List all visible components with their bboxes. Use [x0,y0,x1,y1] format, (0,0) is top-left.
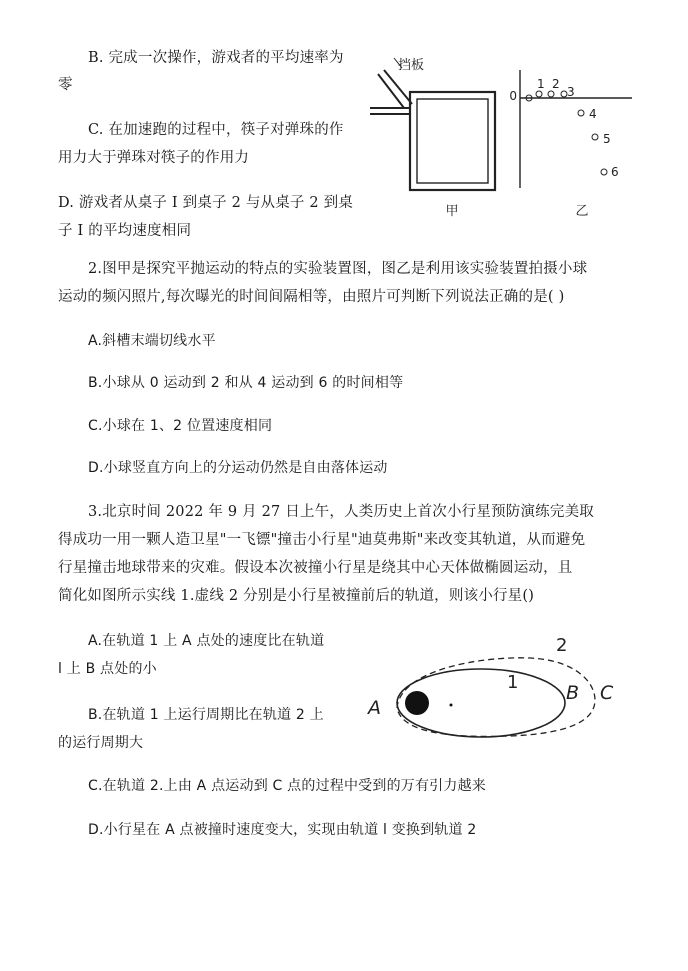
orbit-figure [360,630,650,760]
q2-option-a: A.斜槽末端切线水平 [88,333,216,349]
point-label-4: 4 [589,107,597,121]
q1-option-d-line1: D. 游戏者从桌子 I 到桌子 2 与从桌子 2 到桌 [58,195,354,211]
q2-stem-line2: 运动的频闪照片,每次曝光的时间间隔相等，由照片可判断下列说法正确的是( ) [58,289,565,305]
figure-caption-jia: 甲 [445,204,459,219]
orbit-label-c: C [600,682,614,704]
q2-option-d: D.小球竖直方向上的分运动仍然是自由落体运动 [88,460,388,476]
baffle-label: 挡板 [398,58,425,73]
ball-point-4 [578,110,584,116]
q1-option-b-line2: 零 [58,77,73,93]
q3-option-a-line2: l 上 B 点处的小 [58,661,157,677]
point-label-5: 5 [603,132,611,146]
q3-option-b-line2: 的运行周期大 [58,735,144,751]
orbit-label-2: 2 [556,635,568,656]
projectile-apparatus-figure [370,50,660,220]
q3-stem-line3: 行星撞击地球带来的灾难。假设本次被撞小行星是绕其中心天体做椭圆运动，且 [58,560,573,576]
apparatus-board [410,92,495,190]
point-label-3: 3 [567,85,575,99]
strobe-points [526,91,607,175]
figure-caption-yi: 乙 [575,204,589,219]
q3-stem-line1: 3.北京时间 2022 年 9 月 27 日上午，人类历史上首次小行星预防演练完美取 [88,504,594,520]
focus-point [450,704,453,707]
q2-stem-line1: 2.图甲是探究平抛运动的特点的实验装置图，图乙是利用该实验装置拍摄小球 [88,261,588,277]
ball-point-5 [592,134,598,140]
q1-option-d-line2: 子 I 的平均速度相同 [58,223,192,239]
point-label-6: 6 [611,165,619,179]
point-label-2: 2 [552,77,560,91]
q2-option-b: B.小球从 0 运动到 2 和从 4 运动到 6 的时间相等 [88,375,404,391]
q3-option-d: D.小行星在 A 点被撞时速度变大，实现由轨道 l 变换到轨道 2 [88,822,477,838]
orbit-label-1: 1 [507,672,519,693]
q1-option-c-line2: 用力大于弹珠对筷子的作用力 [58,150,250,166]
orbit-label-a: A [368,697,381,719]
orbit-label-b: B [566,682,580,704]
q1-option-c-line1: C. 在加速跑的过程中，筷子对弹珠的作 [88,122,344,138]
ball-point-6 [601,169,607,175]
q3-stem-line4: 简化如图所示实线 1.虚线 2 分别是小行星被撞前后的轨道，则该小行星() [58,588,535,604]
q3-stem-line2: 得成功一用一颗人造卫星"一飞镖"撞击小行星"迪莫弗斯"来改变其轨道，从而避免 [58,532,586,548]
strobe-point-labels [509,77,618,179]
ball-point-1 [536,91,542,97]
ball-point-2 [548,91,554,97]
q3-option-a-line1: A.在轨道 1 上 A 点处的速度比在轨道 [88,633,325,649]
q2-option-c: C.小球在 1、2 位置速度相同 [88,418,273,434]
point-label-1: 1 [537,77,545,91]
point-label-0: 0 [509,89,517,103]
central-body [405,691,429,715]
q3-option-b-line1: B.在轨道 1 上运行周期比在轨道 2 上 [88,707,324,723]
q3-option-c: C.在轨道 2.上由 A 点运动到 C 点的过程中受到的万有引力越来 [88,778,486,794]
q1-option-b-line1: B. 完成一次操作，游戏者的平均速率为 [88,50,344,66]
